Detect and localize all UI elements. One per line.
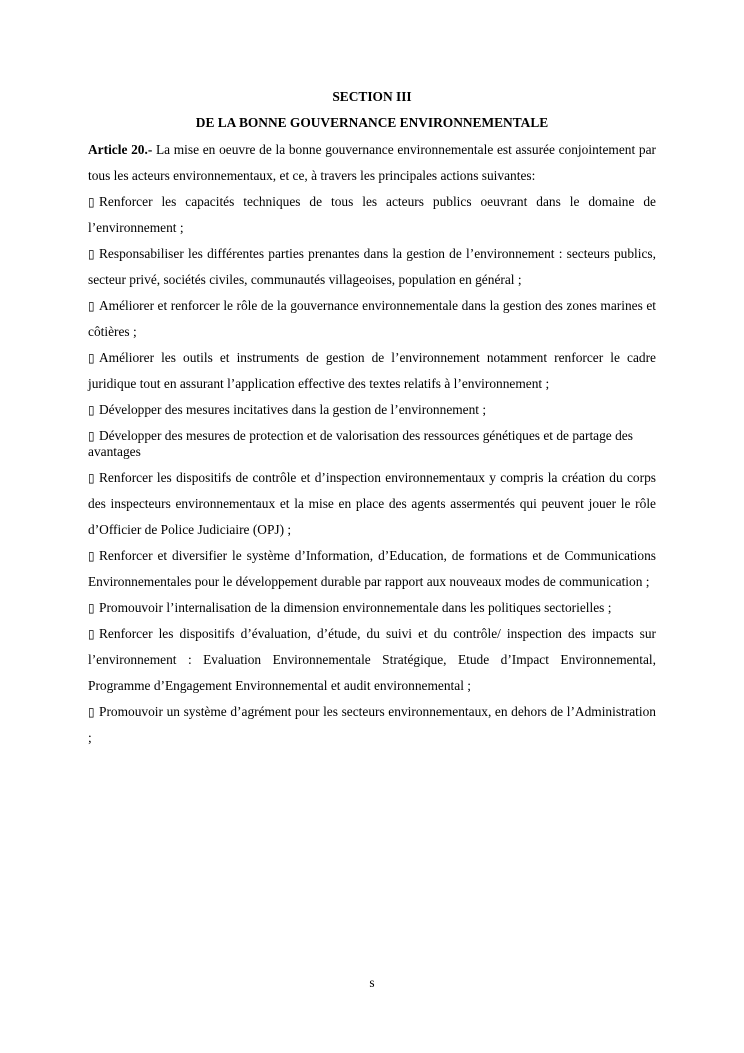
article-label: Article 20.- <box>88 142 153 157</box>
list-item: ▯ Promouvoir un système d’agrément pour les secteurs environnementaux, en dehors de l’Administration ; <box>88 699 656 751</box>
bullet-icon: ▯ <box>88 471 95 485</box>
list-item: ▯ Responsabiliser les différentes parties prenantes dans la gestion de l’environnement : secteurs publics, secteur privé, sociétés civiles, communautés villageoises, population en général ; <box>88 241 656 293</box>
article-intro <box>88 137 656 189</box>
list-item: ▯ Développer des mesures de protection et de valorisation des ressources génétiques et de partage des avantages <box>88 428 633 459</box>
bullet-icon: ▯ <box>88 351 95 365</box>
page-footer-mark: s <box>369 975 375 990</box>
list-item: ▯ Renforcer les dispositifs de contrôle et d’inspection environnementaux y compris la création du corps des inspecteurs environnementaux et la mise en place des agents assermentés qui peuvent jouer le rôle d’Officier de Police Judiciaire (OPJ) ; <box>88 465 656 543</box>
bullet-icon: ▯ <box>88 705 95 719</box>
bullet-icon: ▯ <box>88 627 95 641</box>
list-item: ▯ Renforcer les capacités techniques de tous les acteurs publics oeuvrant dans le domaine de l’environnement ; <box>88 189 656 241</box>
list-item: ▯ Renforcer les dispositifs d’évaluation, d’étude, du suivi et du contrôle/ inspection des impacts sur l’environnement : Evaluation Environnementale Stratégique, Etude d’Impact Environnemental, Programme d’Engagement Environnemental et audit environnemental ; <box>88 621 656 699</box>
bullet-icon: ▯ <box>88 299 95 313</box>
list-item: ▯ Développer des mesures incitatives dans la gestion de l’environnement ; <box>88 397 656 423</box>
list-item: ▯ Renforcer et diversifier le système d’Information, d’Education, de formations et de Communications Environnementales pour le développement durable par rapport aux nouveaux modes de communication ; <box>88 543 656 595</box>
bullet-icon: ▯ <box>88 195 95 209</box>
bullet-icon: ▯ <box>88 247 95 261</box>
bullet-icon: ▯ <box>88 403 95 417</box>
list-item: ▯ Promouvoir l’internalisation de la dimension environnementale dans les politiques sectorielles ; <box>88 595 656 621</box>
list-item: ▯ Améliorer les outils et instruments de gestion de l’environnement notamment renforcer le cadre juridique tout en assurant l’application effective des textes relatifs à l’environnement ; <box>88 345 656 397</box>
bullet-icon: ▯ <box>88 549 95 563</box>
list-item: ▯ Améliorer et renforcer le rôle de la gouvernance environnementale dans la gestion des zones marines et côtières ; <box>88 293 656 345</box>
bullet-icon: ▯ <box>88 429 95 443</box>
bullet-icon: ▯ <box>88 601 95 615</box>
section-subtitle: DE LA BONNE GOUVERNANCE ENVIRONNEMENTALE <box>195 115 549 130</box>
article-body <box>88 137 656 751</box>
article-intro-text: La mise en oeuvre de la bonne gouvernance environnementale est assurée conjointement par tous les acteurs environnementaux, et ce, à travers les principales actions suivantes: <box>88 142 656 183</box>
section-title: SECTION III <box>332 89 412 104</box>
